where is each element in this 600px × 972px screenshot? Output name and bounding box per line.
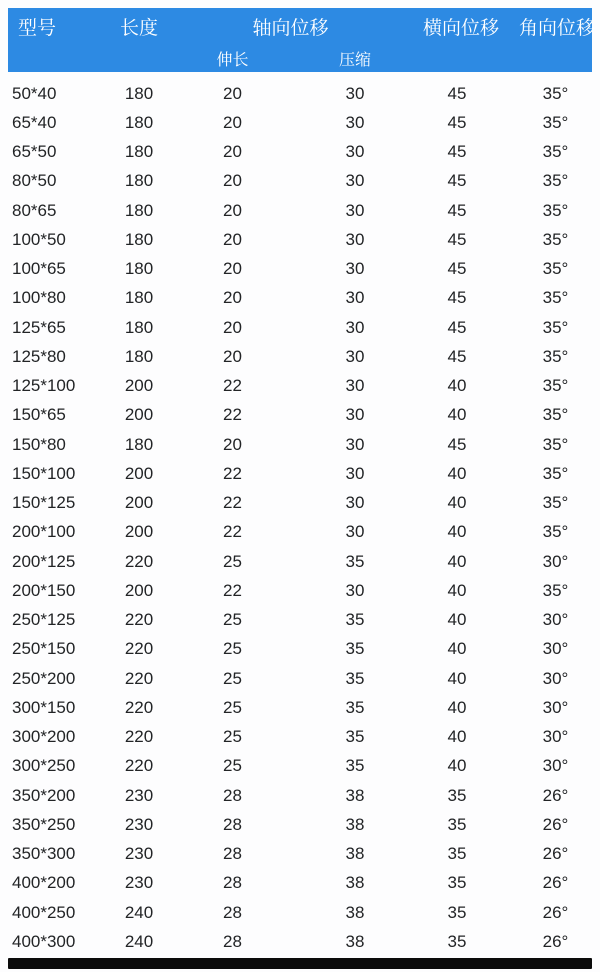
- table-row: [8, 225, 592, 254]
- table-row: [8, 138, 592, 167]
- cell-length: 230: [124, 873, 154, 893]
- cell-length: 180: [124, 288, 154, 308]
- cell-lateral: 45: [447, 142, 467, 162]
- cell-axial-compress: 30: [345, 171, 365, 191]
- cell-length: 200: [124, 493, 154, 513]
- cell-angular: 35°: [542, 434, 569, 454]
- header-row-main: [8, 8, 596, 45]
- cell-length: 220: [124, 668, 154, 688]
- header-row-sub: [8, 45, 592, 72]
- cell-length: 180: [124, 317, 154, 337]
- cell-model: 350*200: [12, 785, 76, 805]
- cell-axial-compress: 30: [345, 288, 365, 308]
- cell-angular: 30°: [542, 551, 569, 571]
- cell-axial-compress: 30: [345, 434, 365, 454]
- cell-axial-extend: 20: [223, 346, 242, 366]
- cell-length: 220: [124, 639, 154, 659]
- table-row: [8, 255, 592, 284]
- cell-axial-extend: 20: [223, 317, 242, 337]
- cell-length: 230: [124, 785, 154, 805]
- cell-angular: 35°: [542, 288, 569, 308]
- cell-axial-extend: 20: [223, 171, 242, 191]
- cell-axial-compress: 30: [345, 229, 365, 249]
- cell-axial-compress: 35: [345, 727, 365, 747]
- cell-lateral: 40: [447, 756, 467, 776]
- cell-angular: 35°: [542, 522, 569, 542]
- cell-length: 220: [124, 697, 154, 717]
- table-row: [8, 79, 592, 108]
- cell-axial-compress: 30: [345, 259, 365, 279]
- cell-length: 240: [124, 902, 154, 922]
- cell-angular: 35°: [542, 259, 569, 279]
- table-header: [8, 8, 596, 72]
- cell-axial-compress: 35: [345, 668, 365, 688]
- cell-axial-extend: 28: [223, 902, 242, 922]
- cell-model: 150*65: [12, 405, 66, 425]
- cell-axial-compress: 30: [345, 376, 365, 396]
- cell-axial-extend: 25: [223, 697, 242, 717]
- cell-lateral: 45: [447, 317, 467, 337]
- cell-axial-extend: 22: [223, 376, 242, 396]
- cell-angular: 35°: [542, 405, 569, 425]
- cell-lateral: 40: [447, 551, 467, 571]
- cell-angular: 35°: [542, 200, 569, 220]
- cell-lateral: 45: [447, 229, 467, 249]
- cell-lateral: 40: [447, 493, 467, 513]
- cell-model: 200*125: [12, 551, 76, 571]
- cell-axial-compress: 38: [345, 931, 365, 951]
- cell-axial-extend: 25: [223, 668, 242, 688]
- cell-axial-extend: 20: [223, 259, 242, 279]
- cell-axial-compress: 35: [345, 639, 365, 659]
- cell-angular: 35°: [542, 142, 569, 162]
- cell-angular: 35°: [542, 112, 569, 132]
- table-row: [8, 196, 592, 225]
- table-row: [8, 489, 592, 518]
- cell-axial-extend: 22: [223, 493, 242, 513]
- cell-angular: 35°: [542, 493, 569, 513]
- cell-axial-extend: 25: [223, 639, 242, 659]
- cell-angular: 35°: [542, 229, 569, 249]
- cell-length: 180: [124, 434, 154, 454]
- cell-angular: 30°: [542, 639, 569, 659]
- cell-model: 150*125: [12, 493, 76, 513]
- cell-axial-extend: 25: [223, 551, 242, 571]
- table-row: [8, 547, 592, 576]
- cell-model: 250*125: [12, 610, 76, 630]
- cell-model: 350*250: [12, 814, 76, 834]
- cell-axial-extend: 20: [223, 229, 242, 249]
- header-axial-displacement: 轴向位移: [252, 18, 329, 39]
- table-row: [8, 459, 592, 488]
- cell-axial-compress: 30: [345, 200, 365, 220]
- cell-lateral: 40: [447, 697, 467, 717]
- cell-model: 150*80: [12, 434, 66, 454]
- table-row: [8, 723, 592, 752]
- cell-axial-extend: 20: [223, 112, 242, 132]
- cell-length: 230: [124, 814, 154, 834]
- cell-length: 180: [124, 142, 154, 162]
- cell-lateral: 40: [447, 610, 467, 630]
- cell-axial-compress: 30: [345, 112, 365, 132]
- cell-model: 125*100: [12, 376, 76, 396]
- cell-model: 400*300: [12, 931, 76, 951]
- cell-angular: 30°: [542, 610, 569, 630]
- cell-model: 250*150: [12, 639, 76, 659]
- cell-axial-compress: 30: [345, 463, 365, 483]
- cell-axial-extend: 22: [223, 463, 242, 483]
- cell-axial-compress: 30: [345, 405, 365, 425]
- cell-length: 220: [124, 727, 154, 747]
- header-angular-displacement: 角向位移: [519, 18, 596, 39]
- cell-axial-extend: 28: [223, 844, 242, 864]
- cell-length: 220: [124, 551, 154, 571]
- cell-lateral: 35: [447, 873, 467, 893]
- cell-axial-compress: 35: [345, 756, 365, 776]
- cell-axial-extend: 28: [223, 931, 242, 951]
- cell-model: 350*300: [12, 844, 76, 864]
- cell-length: 180: [124, 229, 154, 249]
- cell-angular: 30°: [542, 727, 569, 747]
- cell-axial-compress: 38: [345, 844, 365, 864]
- cell-lateral: 40: [447, 376, 467, 396]
- cell-angular: 26°: [542, 873, 569, 893]
- cell-axial-compress: 38: [345, 873, 365, 893]
- cell-lateral: 40: [447, 668, 467, 688]
- cell-model: 300*150: [12, 697, 76, 717]
- cell-axial-extend: 25: [223, 610, 242, 630]
- cell-model: 300*200: [12, 727, 76, 747]
- cell-axial-extend: 28: [223, 873, 242, 893]
- cell-angular: 26°: [542, 785, 569, 805]
- cell-model: 125*80: [12, 346, 66, 366]
- cell-angular: 26°: [542, 902, 569, 922]
- table-row: [8, 430, 592, 459]
- cell-axial-extend: 25: [223, 756, 242, 776]
- cell-axial-extend: 22: [223, 522, 242, 542]
- table-row: [8, 576, 592, 605]
- cell-angular: 35°: [542, 171, 569, 191]
- cell-model: 100*80: [12, 288, 66, 308]
- cell-angular: 35°: [542, 346, 569, 366]
- cell-axial-compress: 38: [345, 814, 365, 834]
- cell-length: 230: [124, 844, 154, 864]
- cell-axial-compress: 30: [345, 493, 365, 513]
- cell-model: 125*65: [12, 317, 66, 337]
- cell-length: 200: [124, 463, 154, 483]
- cell-angular: 35°: [542, 463, 569, 483]
- cell-angular: 35°: [542, 83, 569, 103]
- cell-length: 220: [124, 756, 154, 776]
- cell-axial-extend: 22: [223, 405, 242, 425]
- table-row: [8, 372, 592, 401]
- cell-lateral: 40: [447, 639, 467, 659]
- cell-axial-compress: 35: [345, 610, 365, 630]
- cell-model: 65*50: [12, 142, 57, 162]
- cell-axial-extend: 25: [223, 727, 242, 747]
- header-extend: 伸长: [216, 52, 249, 69]
- table-row: [8, 840, 592, 869]
- cell-lateral: 45: [447, 83, 467, 103]
- cell-axial-compress: 30: [345, 522, 365, 542]
- table-row: [8, 781, 592, 810]
- cell-lateral: 40: [447, 522, 467, 542]
- cell-length: 180: [124, 112, 154, 132]
- cell-angular: 26°: [542, 931, 569, 951]
- cell-axial-extend: 28: [223, 814, 242, 834]
- cell-lateral: 45: [447, 346, 467, 366]
- cell-length: 180: [124, 200, 154, 220]
- cell-angular: 30°: [542, 697, 569, 717]
- cell-lateral: 45: [447, 171, 467, 191]
- cell-model: 80*65: [12, 200, 57, 220]
- cell-length: 200: [124, 522, 154, 542]
- table-row: [8, 693, 592, 722]
- header-lateral-displacement: 横向位移: [423, 18, 500, 39]
- cell-lateral: 45: [447, 112, 467, 132]
- cell-model: 65*40: [12, 112, 57, 132]
- cell-axial-compress: 30: [345, 317, 365, 337]
- header-model: 型号: [18, 18, 57, 39]
- cell-lateral: 40: [447, 405, 467, 425]
- cell-angular: 30°: [542, 668, 569, 688]
- cell-axial-compress: 38: [345, 785, 365, 805]
- table-row: [8, 752, 592, 781]
- table-row: [8, 664, 592, 693]
- cell-model: 150*100: [12, 463, 76, 483]
- cell-angular: 26°: [542, 844, 569, 864]
- table-row: [8, 810, 592, 839]
- spec-table: [8, 8, 596, 957]
- cell-axial-compress: 35: [345, 551, 365, 571]
- cell-lateral: 45: [447, 259, 467, 279]
- cell-lateral: 35: [447, 844, 467, 864]
- table-row: [8, 927, 592, 956]
- table-body: [8, 79, 592, 957]
- cell-length: 180: [124, 346, 154, 366]
- table-row: [8, 284, 592, 313]
- table-row: [8, 869, 592, 898]
- cell-axial-compress: 30: [345, 142, 365, 162]
- cell-axial-extend: 20: [223, 434, 242, 454]
- cell-axial-extend: 20: [223, 142, 242, 162]
- cell-lateral: 40: [447, 580, 467, 600]
- header-length: 长度: [119, 18, 158, 39]
- table-row: [8, 518, 592, 547]
- cell-length: 200: [124, 580, 154, 600]
- table-row: [8, 635, 592, 664]
- cell-length: 240: [124, 931, 154, 951]
- cell-lateral: 40: [447, 463, 467, 483]
- cell-lateral: 35: [447, 785, 467, 805]
- cell-length: 200: [124, 376, 154, 396]
- cell-lateral: 35: [447, 931, 467, 951]
- bottom-divider-bar: [8, 958, 592, 969]
- cell-length: 200: [124, 405, 154, 425]
- cell-axial-extend: 22: [223, 580, 242, 600]
- table-row: [8, 342, 592, 371]
- cell-angular: 30°: [542, 756, 569, 776]
- cell-angular: 35°: [542, 376, 569, 396]
- cell-model: 100*65: [12, 259, 66, 279]
- cell-model: 400*250: [12, 902, 76, 922]
- table-row: [8, 108, 592, 137]
- cell-model: 50*40: [12, 83, 57, 103]
- cell-axial-compress: 30: [345, 580, 365, 600]
- table-row: [8, 167, 592, 196]
- table-row: [8, 313, 592, 342]
- cell-lateral: 40: [447, 727, 467, 747]
- cell-angular: 35°: [542, 580, 569, 600]
- cell-lateral: 35: [447, 902, 467, 922]
- table-row: [8, 898, 592, 927]
- cell-axial-extend: 20: [223, 83, 242, 103]
- cell-model: 200*150: [12, 580, 76, 600]
- cell-axial-extend: 28: [223, 785, 242, 805]
- cell-angular: 26°: [542, 814, 569, 834]
- cell-lateral: 45: [447, 288, 467, 308]
- cell-axial-extend: 20: [223, 288, 242, 308]
- cell-axial-extend: 20: [223, 200, 242, 220]
- cell-angular: 35°: [542, 317, 569, 337]
- cell-axial-compress: 30: [345, 83, 365, 103]
- header-compress: 压缩: [338, 52, 371, 69]
- cell-length: 180: [124, 171, 154, 191]
- cell-length: 220: [124, 610, 154, 630]
- cell-model: 200*100: [12, 522, 76, 542]
- table-row: [8, 401, 592, 430]
- cell-lateral: 35: [447, 814, 467, 834]
- table-row: [8, 606, 592, 635]
- cell-model: 400*200: [12, 873, 76, 893]
- cell-model: 80*50: [12, 171, 57, 191]
- cell-axial-compress: 35: [345, 697, 365, 717]
- cell-length: 180: [124, 83, 154, 103]
- cell-lateral: 45: [447, 200, 467, 220]
- cell-model: 100*50: [12, 229, 66, 249]
- cell-model: 300*250: [12, 756, 76, 776]
- cell-axial-compress: 30: [345, 346, 365, 366]
- cell-axial-compress: 38: [345, 902, 365, 922]
- cell-lateral: 45: [447, 434, 467, 454]
- cell-length: 180: [124, 259, 154, 279]
- cell-model: 250*200: [12, 668, 76, 688]
